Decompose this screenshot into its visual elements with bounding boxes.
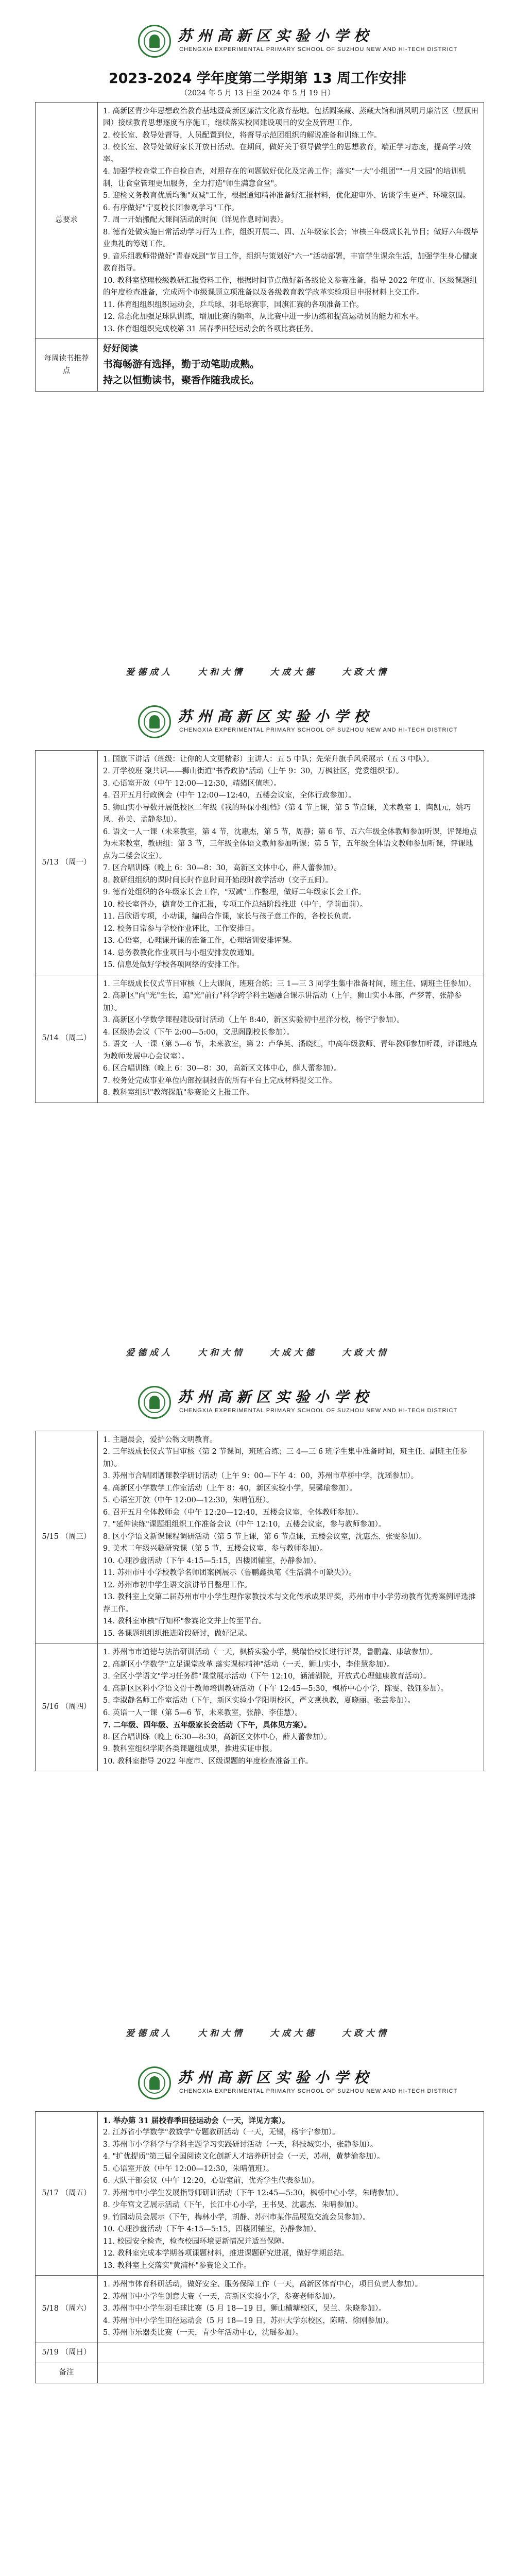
school-emblem-icon xyxy=(138,705,171,738)
school-name-en: CHENGXIA EXPERIMENTAL PRIMARY SCHOOL OF SUZHOU NEW AND HI-TECH DISTRICT xyxy=(179,2088,458,2094)
reading-heading: 好好阅读 xyxy=(103,344,138,354)
sunday-content xyxy=(98,2343,484,2363)
school-emblem-icon xyxy=(138,1386,171,1419)
schedule-item: 12. 苏州市初中学生语文演讲节目整理工作。 xyxy=(103,1581,252,1589)
schedule-item: 3. 苏州市中小学生羽毛球比赛（5 月 18—19 日，狮山横塘校区，吴兰、朱晓参加）。 xyxy=(103,2304,386,2313)
sunday-row xyxy=(36,2343,484,2363)
schedule-item: 10. 校长室督办，德育处工作汇报，专项工作总结阶段推进（中午，学前面前）。 xyxy=(103,900,368,909)
saturday-row xyxy=(36,2276,484,2343)
school-name-en: CHENGXIA EXPERIMENTAL PRIMARY SCHOOL OF SUZHOU NEW AND HI-TECH DISTRICT xyxy=(179,1408,458,1414)
schedule-item: 5. 苏州市乐器类比赛（一天，青少年活动中心，沈瑶参加）。 xyxy=(103,2329,303,2337)
remark-row xyxy=(36,2363,484,2383)
tuesday-row xyxy=(36,975,484,1103)
friday-content xyxy=(98,2112,484,2276)
schedule-item: 10. 心理沙盘活动（下午 4:15—5:15，四楼团辅室，孙静参加）。 xyxy=(103,2225,321,2234)
school-emblem-icon xyxy=(138,25,171,58)
schedule-item: 4. 苏州市中小学生田径运动会（5 月 18—19 日，苏州大学东校区，陈晴、徐刚参加）。 xyxy=(103,2316,394,2325)
schedule-item: 14. 总务教教化作业项目与小组安排发放通知。 xyxy=(103,948,260,957)
schedule-item: 10. 教科室整理校级教研汇报资料工作，根据时间节点做好新各级论文参赛准备，指导 2022 年度市、区级课题组的年度检查准备，完成两个市级课题立项准备以及各级教育教学改革实验项目申报材料上交工作。 xyxy=(103,276,477,297)
document-subtitle: （2024 年 5 月 13 日至 2024 年 5 月 19 日） xyxy=(180,89,335,97)
schedule-item: 9. 美术二年级兴趣研究课（第 5 节，五楼会议室，参与教师参加）。 xyxy=(103,1545,328,1553)
thursday-row xyxy=(36,1643,484,1771)
reading-content xyxy=(98,339,484,392)
footer-motto-2: 大和大情 xyxy=(198,1348,246,1358)
schedule-item: 2. 高新区小学数学"立足课堂改革 落实课标精神"活动（一天，狮山实小，李佳慧参加）。 xyxy=(103,1660,394,1669)
footer-motto-1: 爱德成人 xyxy=(126,1348,174,1358)
schedule-item: 6. 召开五月全体教师会（中午 12:20—12:40，五楼会议室，全体教师参加）。 xyxy=(103,1508,364,1517)
tuesday-content xyxy=(98,975,484,1103)
schedule-item: 2. 高新区"向"光"生长，追"光"前行"科学跨学科主题融合课示讲活动（上午，狮山实小本部，严梦菁、张静参加）。 xyxy=(103,992,462,1012)
schedule-item: 1. 国旗下讲话（班级：让你的人文更精彩）主讲人：五 5 中队；先荣升旗手风采展示（五 3 中队）。 xyxy=(103,755,434,764)
reading-label: 每周读书推荐点 xyxy=(36,339,98,392)
school-header xyxy=(0,696,515,742)
schedule-item: 5. 迎检义务教育优质均衡"双减"工作，根据通知精神准备好汇报材料，优化迎审外、访谈学生更严、环境氛围。 xyxy=(103,192,471,200)
footer-motto-1: 爱德成人 xyxy=(126,2028,174,2039)
friday-label: 5/17 （周五） xyxy=(36,2112,98,2276)
schedule-item: 13. 教科室上交落实"黄浦杯"参赛论文工作。 xyxy=(103,2261,251,2270)
footer-motto-2: 大和大情 xyxy=(198,667,246,677)
schedule-item: 5. 狮山实小导数开展低校区二年级《我的环保小组档》（第 4 节上课，第 5 节点课，美术教室 1，陶凯元，姚巧凤、孙美、孟静参加）。 xyxy=(103,803,471,824)
footer-motto-3: 大成大德 xyxy=(269,667,317,677)
schedule-item: 10. 心理沙盘活动（下午 4:15—5:15，四楼团辅室，孙静参加）。 xyxy=(103,1556,321,1565)
footer-motto-3: 大成大德 xyxy=(269,1348,317,1358)
schedule-item: 9. 德育处组织的各年级家长会工作，"双减"工作整理，做好二年级家长会工作。 xyxy=(103,888,366,897)
schedule-item: 1. 举办第 31 届校春季田径运动会（一天，详见方案）。 xyxy=(103,2116,290,2125)
schedule-item: 12. 常态化加强足球队训练，增加比赛的频率，从比赛中进一步历练和提高运动员的能力和水平。 xyxy=(103,313,424,321)
schedule-item: 5. 心语室开放（中午 12:00—12:30，朱晴值班）。 xyxy=(103,1496,274,1505)
reading-line-1: 书海畅游有选择，勤于动笔助成熟。 xyxy=(103,358,260,370)
schedule-item: 12. 教科室完成本学期各项课题材料，推进课题研究进展，做好学期总结。 xyxy=(103,2249,349,2258)
schedule-item: 6. 大队干部会议（中午 12:20，心语室前，优秀学生代表参加）。 xyxy=(103,2177,320,2185)
schedule-item: 2. 校长室、教导处督导，人员配置到位，将督导示范团组织的解说准备和训练工作。 xyxy=(103,131,382,140)
schedule-item: 11. 吕欣语专项，小动课，编码合作课，家长与孩子意工作的，各校长负责。 xyxy=(103,912,356,921)
page-footer xyxy=(0,665,515,677)
footer-motto-4: 大政大情 xyxy=(341,667,389,677)
tuesday-label: 5/14 （周二） xyxy=(36,975,98,1103)
school-header xyxy=(0,1377,515,1423)
remark-content xyxy=(98,2363,484,2383)
overview-content xyxy=(98,103,484,339)
schedule-item: 4. 高新区小学数学工作室活动（上午 8：40，新区实验小学，吴馨瑜参加）。 xyxy=(103,1484,357,1493)
monday-label: 5/13 （周一） xyxy=(36,751,98,975)
schedule-item: 3. 高新区小学数学课程建设研讨活动（上午 8:40，新区实验初中星洋分校，杨宇宁参加）。 xyxy=(103,1016,404,1025)
wednesday-content xyxy=(98,1431,484,1643)
reading-row xyxy=(36,339,484,392)
schedule-item: 12. 校务日常参与学校作业评比，工作安排日。 xyxy=(103,924,260,933)
schedule-item: 4. "扩优提质"第三届全国阅读文化创新人才培养研讨会（一天，苏州，黄梦渝参加）。 xyxy=(103,2153,385,2161)
schedule-item: 4. 加强学校查堂工作自检自查，对照存在的问题做好优化及完善工作；落实"一大"小组团""一月文园"的培训机制，让食堂管理更加服务，全力打造"师生满意食堂"。 xyxy=(103,167,466,188)
thursday-content xyxy=(98,1643,484,1771)
schedule-table-part-1 xyxy=(35,102,484,392)
school-emblem-icon xyxy=(138,2066,171,2099)
school-name-cn: 苏州高新区实验小学校 xyxy=(178,708,374,725)
page-footer xyxy=(0,1345,515,1358)
schedule-item: 7. 校务处完成事业单位内部控制报告的所有平台上完成材料提交工作。 xyxy=(103,1076,337,1085)
monday-row xyxy=(36,751,484,975)
schedule-item: 4. 区级协会议（下午 2:00—5:00，文思阁副校长参加）。 xyxy=(103,1028,294,1037)
schedule-item: 4. 高新区区科小学语文骨干教师培训教研活动（下午 12:45—5:30，枫桥中心小学，陈雯、钱钰参加）。 xyxy=(103,1684,449,1693)
schedule-item: 2. 江苏省小学数学"教数学"专题教研活动（一天，无锡，杨宇宁参加）。 xyxy=(103,2128,340,2137)
school-name-en: CHENGXIA EXPERIMENTAL PRIMARY SCHOOL OF SUZHOU NEW AND HI-TECH DISTRICT xyxy=(179,46,458,53)
schedule-item: 8. 教科室组织"教海探航"参赛论文上报工作。 xyxy=(103,1089,254,1097)
school-header xyxy=(0,2057,515,2104)
schedule-item: 3. 苏州市小学科学与学科主题学习实践研讨活动（一天，科技城实小，张静参加）。 xyxy=(103,2140,378,2149)
footer-motto-4: 大政大情 xyxy=(341,1348,389,1358)
school-name-cn: 苏州高新区实验小学校 xyxy=(178,1388,374,1405)
schedule-item: 13. 教科室上交第二届苏州市中小学生理作家教技术与文化传承成果评奖，苏州市中小学劳动教育优秀案例评选推荐工作。 xyxy=(103,1593,476,1614)
reading-line-2: 持之以恒勤读书，聚香作随我成长。 xyxy=(103,374,260,386)
page-4 xyxy=(0,2042,515,2576)
remark-label: 备注 xyxy=(36,2363,98,2383)
schedule-item: 3. 校长室、教导处做好家长开放日活动。在期间，做好关于领导做学生的思想教育，端正学习态度，提高学习效率。 xyxy=(103,143,471,164)
schedule-item: 6. 语文一人一课（未来教室，第 4 节，沈惠杰，第 5 节，周静；第 6 节、五六年级全体教师参加听课，评课地点为未来教室，教研组：第 3 节，三年级全体语文教师参加听课；第 5 节，五年级全体语文教师参加听课，评课地点为二楼会议室）。 xyxy=(103,827,477,860)
schedule-item: 7. 苏州市中小学生发展指导师研训活动（下午 12:45—5:30，枫桥中心小学，朱晴参加）。 xyxy=(103,2189,404,2197)
school-name-cn: 苏州高新区实验小学校 xyxy=(178,27,374,44)
schedule-item: 1. 三年级成长仪式节目审核（上大课间，班班合练；三 1—三 3 同学生集中准备时间，班主任、副班主任参加）。 xyxy=(103,979,476,988)
schedule-table-part-3 xyxy=(35,1431,484,1771)
footer-motto-4: 大政大情 xyxy=(341,2028,389,2039)
page-2 xyxy=(0,681,515,1361)
schedule-item: 1. 苏州市市道德与法治研训活动（一天，枫桥实验小学，樊瑞怡校长进行评课，鲁鹏鑫、康敏参加）。 xyxy=(103,1648,438,1657)
schedule-item: 1. 高新区青少年思想政治教育基地暨高新区廉洁文化教育基地。包括圆案藏、蒸藏大馆和清风明月廉洁区（屋顶田园）接续教育思想逐度有序施工，继续落实校园建设项目的安全及管理工作。 xyxy=(103,107,478,128)
schedule-item: 7. 周一开始搬配大课间活动的时间（详见作息时间表）。 xyxy=(103,216,288,225)
sunday-label: 5/19 （周日） xyxy=(36,2343,98,2363)
schedule-item: 8. 少年宫文艺展示活动（下午，长江中心小学，王书旻、沈惠杰、朱晴参加）。 xyxy=(103,2201,363,2210)
saturday-label: 5/18 （周六） xyxy=(36,2276,98,2343)
schedule-table-part-2 xyxy=(35,750,484,1103)
schedule-item: 5. 语文一人一课（第 5—6 节，未来教室，第 2：卢华英、潘晓红，中高年级教师、青年教师参加听课，评课地点为教师发展中心会议室）。 xyxy=(103,1040,477,1061)
footer-motto-2: 大和大情 xyxy=(198,2028,246,2039)
schedule-item: 8. 教研组组织的课时间长时作息时间开始段时教学活动（交子五间）。 xyxy=(103,876,333,885)
schedule-item: 1. 苏州市体育科研活动，做好安全、服务保障工作（一天，高新区体育中心，项目负责人参加）。 xyxy=(103,2280,423,2289)
schedule-item: 15. 信息处做好学校各项网络的安排工作。 xyxy=(103,961,245,970)
schedule-item: 8. 区合唱训练（晚上 6:30—8:30，高新区文体中心，薛人蕾参加）。 xyxy=(103,1733,332,1741)
schedule-item: 2. 三年级成长仪式节目审核（第 2 节课间，班班合练；三 4—三 6 班学生集中准备时间，班主任、副班主任参加）。 xyxy=(103,1448,468,1468)
schedule-item: 8. 区小学语文新课课程调研活动（第 5 节上课，第 6 节点课，五楼会议室，沈惠杰、张雯参加）。 xyxy=(103,1532,427,1541)
page-1 xyxy=(0,0,515,681)
schedule-item: 15. 各课题组组织推进阶段研讨，做好记录。 xyxy=(103,1629,252,1638)
friday-row xyxy=(36,2112,484,2276)
schedule-item: 14. 教科室审核"行知杯"参赛论文并上传至平台。 xyxy=(103,1617,266,1626)
monday-content xyxy=(98,751,484,975)
saturday-content xyxy=(98,2276,484,2343)
schedule-item: 5. 心语室开放（中午 12:00—12:30，朱晴值班）。 xyxy=(103,2164,274,2173)
document-title: 2023-2024 学年度第二学期第 13 周工作安排 xyxy=(108,71,407,87)
wednesday-label: 5/15 （周三） xyxy=(36,1431,98,1643)
thursday-label: 5/16 （周四） xyxy=(36,1643,98,1771)
schedule-item: 8. 德育处做实施日常活动学习行为工作，组织开展二、四、五年级家长会；审核三年级成长礼节目；做好六年级毕业典礼的筹划工作。 xyxy=(103,228,478,249)
schedule-item: 9. 音乐组教师带做好"青春戏剧"节目工作，组织与策划好"六一"活动部署，丰富学生课余生活，加强学生身心健康教育指导。 xyxy=(103,252,477,273)
overview-label: 总要求 xyxy=(36,103,98,339)
schedule-item: 7. "延伸读练"课题组组织工作准备会议（中午 12:10，五楼会议室，参与教师参加）。 xyxy=(103,1520,386,1529)
schedule-item: 2. 苏州市中小学生创意大赛（一天，高新区实验小学，参赛老师参加）。 xyxy=(103,2292,340,2301)
page-footer xyxy=(0,2026,515,2038)
school-header xyxy=(0,15,515,62)
school-name-en: CHENGXIA EXPERIMENTAL PRIMARY SCHOOL OF SUZHOU NEW AND HI-TECH DISTRICT xyxy=(179,727,458,733)
schedule-item: 6. 有序做好"宁夏校长团参观学习"工作。 xyxy=(103,204,239,212)
schedule-item: 3. 苏州市合唱团谱课教学研讨活动（上午 9：00—下午 4：00，苏州市草桥中学，沈瑶参加）。 xyxy=(103,1472,419,1481)
wednesday-row xyxy=(36,1431,484,1643)
schedule-item: 7. 二年级、四年级、五年级家长会活动（下午，具体见方案）。 xyxy=(103,1721,312,1730)
schedule-table-part-4 xyxy=(35,2111,484,2383)
schedule-item: 6. 区合唱训练（晚上 6：30—8：30，高新区文体中心，薛人蕾参加）。 xyxy=(103,1064,341,1073)
schedule-item: 2. 开学校班 聚共识——狮山街道"书香政协"活动（上午 9：30，万枫社区，党委组织部）。 xyxy=(103,767,404,776)
schedule-item: 4. 召开五月行政例会（中午 12:00—12:40，五楼会议室，全体行政参加）。 xyxy=(103,791,356,800)
schedule-item: 9. 教科室组织学期各类课题组成果，推进实证申报。 xyxy=(103,1745,277,1754)
schedule-item: 3. 心语室开放（中午 12:00—12:30，靖猪区值班）。 xyxy=(103,779,281,788)
schedule-item: 1. 主题晨会，爱护公物文明教育。 xyxy=(103,1436,217,1444)
schedule-item: 5. 李淑静名师工作室活动（下午，新区实验小学阳明校区，严文燕执教，夏晓丽、张芸参加）。 xyxy=(103,1697,415,1705)
schedule-item: 13. 体育组组织完成校第 31 届春季田径运动会的各项比赛任务。 xyxy=(103,325,318,333)
schedule-item: 9. 竹园动员会展示（下午，梅林小学，胡静、苏州市某作品展览交流会员参加）。 xyxy=(103,2213,370,2222)
school-name-cn: 苏州高新区实验小学校 xyxy=(178,2069,374,2086)
schedule-item: 3. 全区小学语文"学习任务群"课堂展示活动（下午 12:10，涵浦湖院，开放式心理健康教育活动）。 xyxy=(103,1672,431,1681)
schedule-item: 6. 英语一人一课（第 5—6 节，未来教室，张静、李佳慧）。 xyxy=(103,1708,302,1717)
schedule-item: 13. 心语室，心理课开课的准备工作，心理培训安排评课。 xyxy=(103,937,297,945)
schedule-item: 11. 苏州市中小学校教学名师团案例展示（鲁鹏鑫执笔《生活满不可缺失》）。 xyxy=(103,1569,356,1578)
overview-row xyxy=(36,103,484,339)
schedule-item: 11. 体育组组织组织运动会，乒乓球、羽毛球赛事，国旗汇赛的各项准备工作。 xyxy=(103,300,364,309)
page-3 xyxy=(0,1361,515,2042)
footer-motto-3: 大成大德 xyxy=(269,2028,317,2039)
schedule-item: 7. 区合唱训练（晚上 6：30—8：30，高新区文体中心，薛人蕾参加）。 xyxy=(103,864,341,873)
footer-motto-1: 爱德成人 xyxy=(126,667,174,677)
schedule-item: 10. 教科室指导 2022 年度市、区级课题的年度检查准备工作。 xyxy=(103,1757,313,1766)
schedule-item: 11. 校园安全检查，检查校园环境更新情况并适当保障。 xyxy=(103,2237,289,2246)
